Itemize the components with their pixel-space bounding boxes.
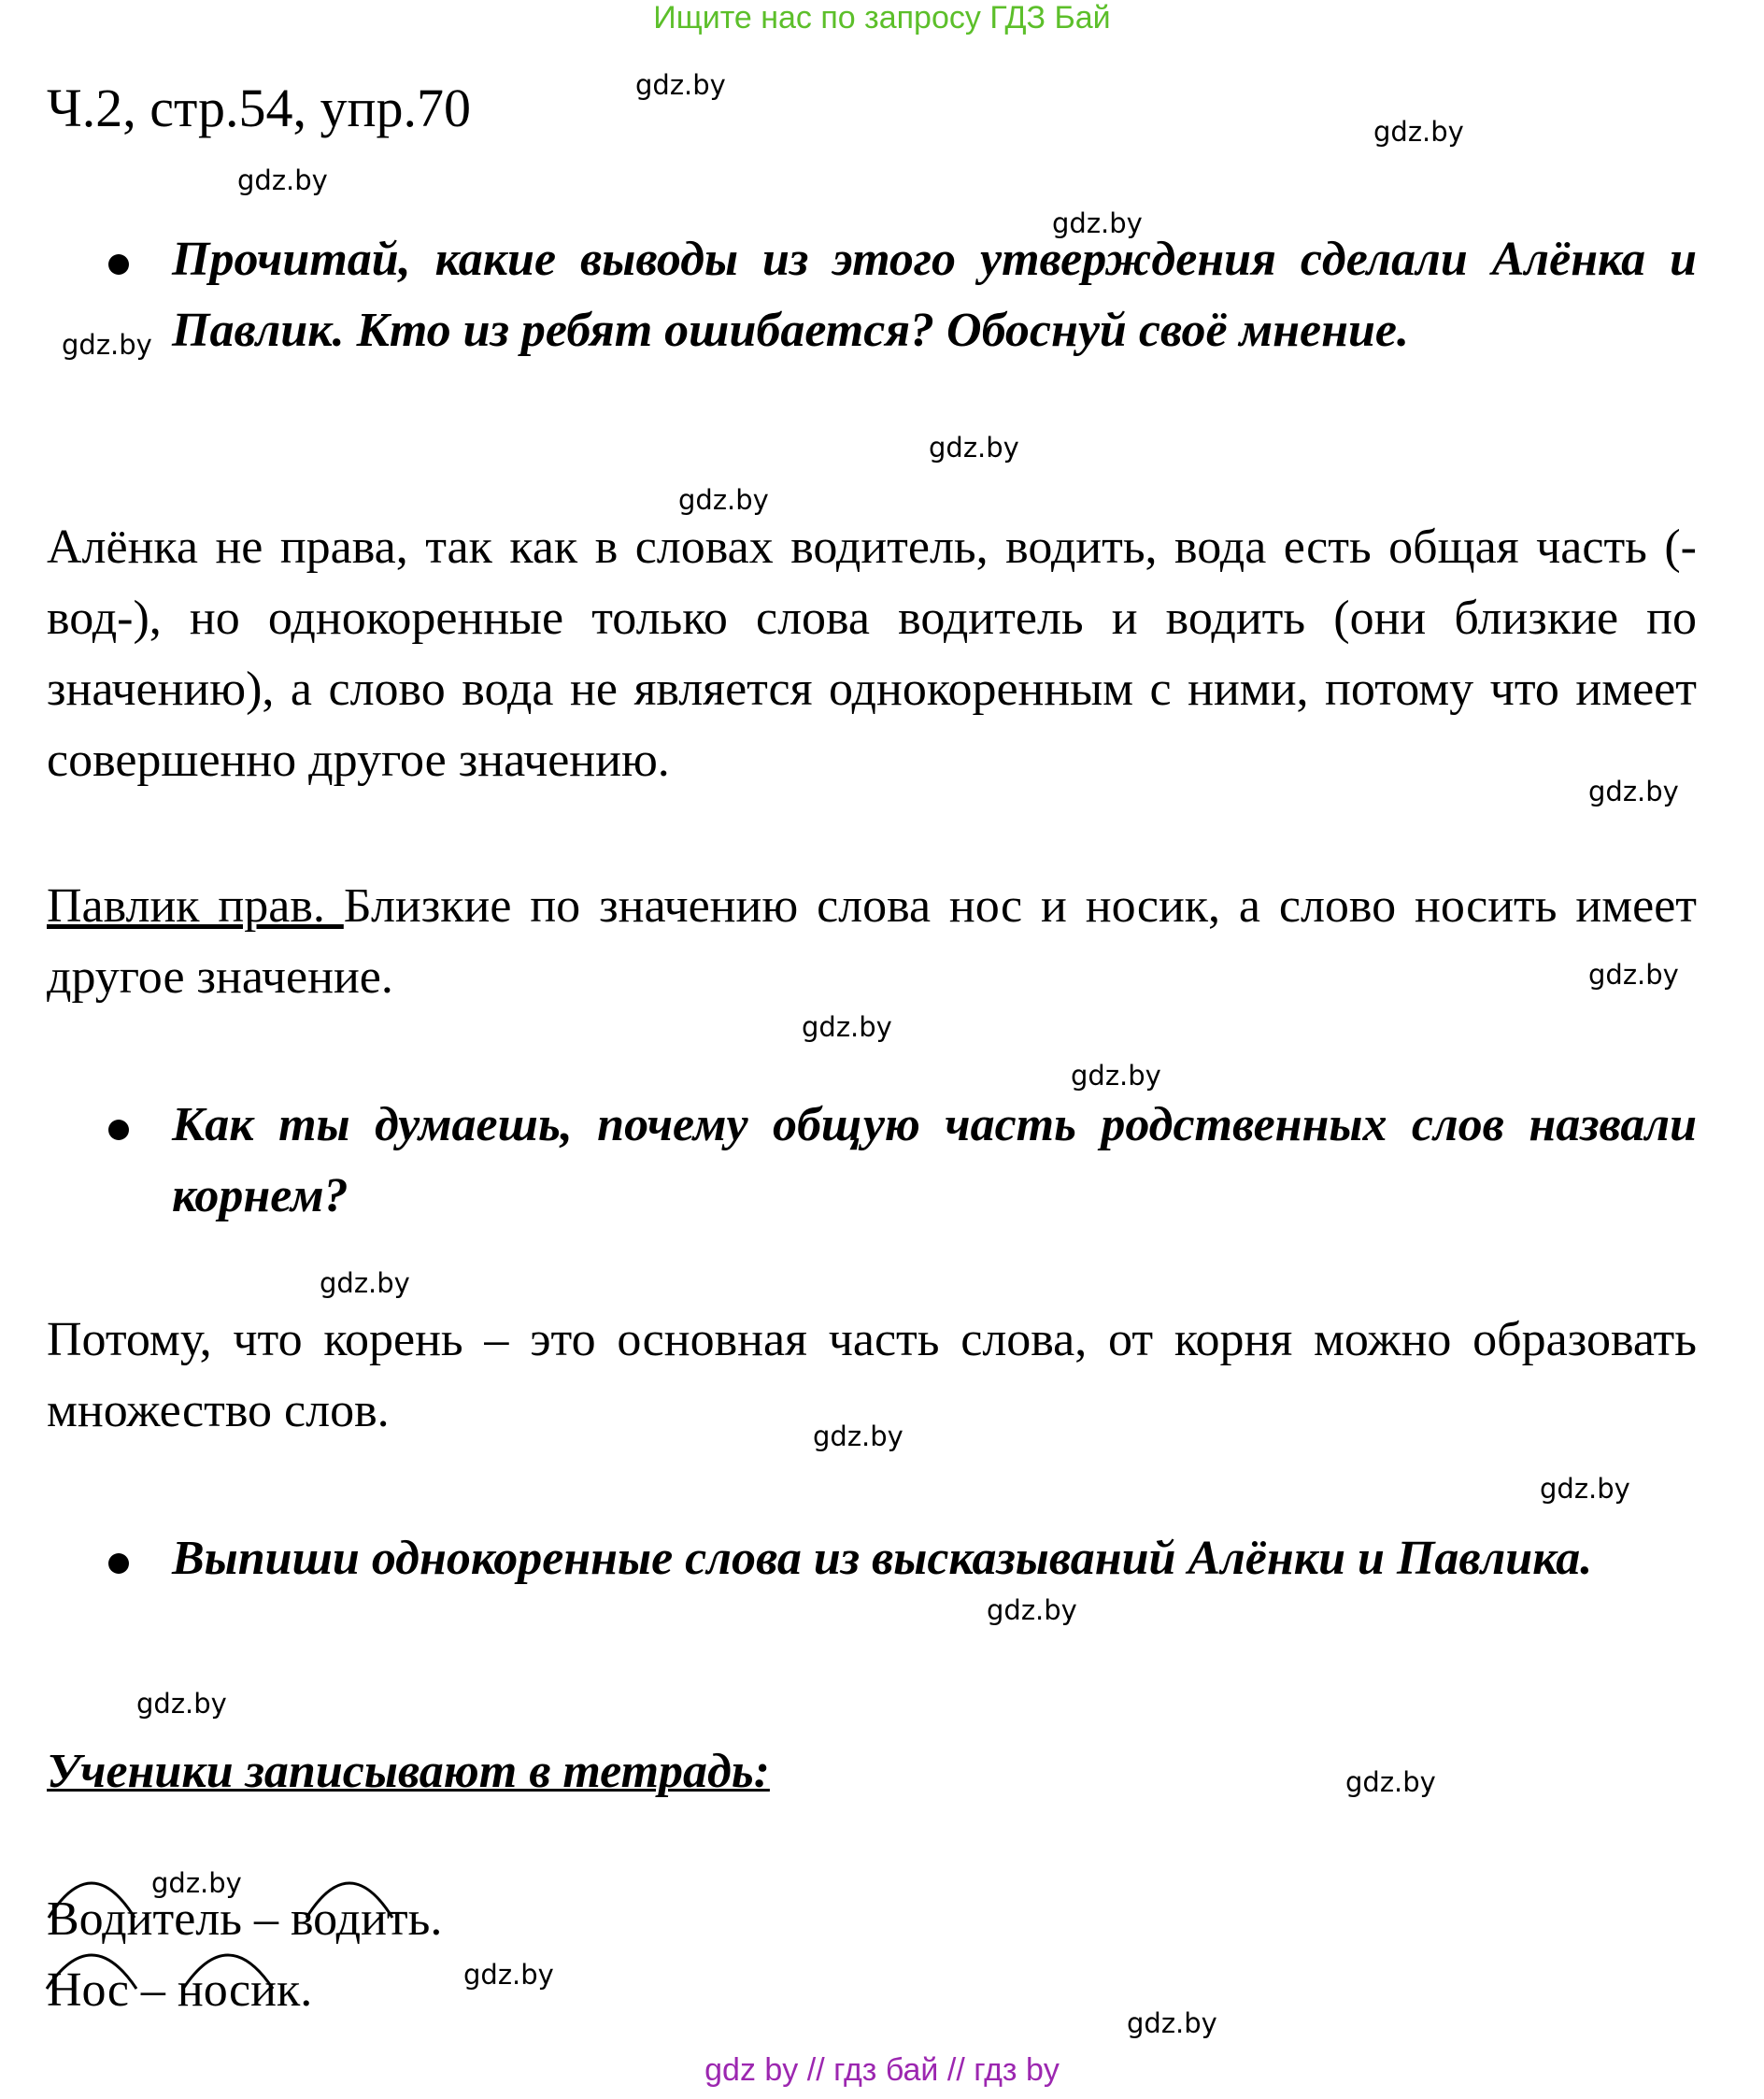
bottom-banner[interactable]: gdz by // гдз бай // гдз by <box>704 2052 1060 2088</box>
task-2-text: Как ты думаешь, почему общую часть родственных слов назвали корнем? <box>172 1098 1697 1222</box>
watermark: gdz.by <box>1345 1766 1436 1798</box>
answer-2-rest: Близкие по значению слова нос и носик, а слово носить имеет другое значение. <box>47 879 1697 1004</box>
watermark: gdz.by <box>1127 2007 1217 2039</box>
watermark: gdz.by <box>1052 207 1143 239</box>
task-3-text: Выпиши однокоренные слова из высказываний Алёнки и Павлика. <box>172 1532 1593 1585</box>
words-line-2: Нос – носик. <box>47 1963 313 2017</box>
watermark: gdz.by <box>678 484 769 516</box>
top-banner[interactable]: Ищите нас по запросу ГДЗ Бай <box>653 0 1111 36</box>
answer-3: Потому, что корень – это основная часть слова, от корня можно образовать множество слов. <box>47 1313 1697 1437</box>
watermark: gdz.by <box>929 432 1019 464</box>
task-1-text: Прочитай, какие выводы из этого утверждения сделали Алёнка и Павлик. Кто из ребят ошибается? Обоснуй своё мнение. <box>172 233 1697 357</box>
watermark: gdz.by <box>987 1594 1077 1626</box>
exercise-title: Ч.2, стр.54, упр.70 <box>47 78 472 138</box>
watermark: gdz.by <box>1071 1060 1161 1092</box>
watermark: gdz.by <box>237 164 328 196</box>
watermark: gdz.by <box>635 69 726 101</box>
answer-2-underlined: Павлик прав. <box>47 879 344 933</box>
task-3 <box>172 1523 1697 1594</box>
watermark: gdz.by <box>151 1867 242 1899</box>
watermark: gdz.by <box>136 1688 227 1720</box>
watermark: gdz.by <box>463 1959 554 1991</box>
watermark: gdz.by <box>1540 1473 1630 1505</box>
watermark: gdz.by <box>1373 116 1464 148</box>
root-arc-voditel <box>49 1883 135 1918</box>
words-line-1: Водитель – водить. <box>47 1892 443 1946</box>
notebook-heading: Ученики записывают в тетрадь: <box>47 1745 770 1798</box>
watermark: gdz.by <box>1588 959 1679 991</box>
watermark: gdz.by <box>813 1421 903 1452</box>
watermark: gdz.by <box>1588 776 1679 807</box>
watermark: gdz.by <box>62 329 152 361</box>
root-arc-nos <box>47 1955 136 1989</box>
root-arc-nosik <box>183 1955 273 1989</box>
answer-1: Алёнка не права, так как в словах водитель, водить, вода есть общая часть (-вод-), но однокоренные только слова водитель и водить (они близкие по значению), а слово вода не является однокоренным с ними, потому что имеет совершенно другое значению. <box>47 521 1697 787</box>
watermark: gdz.by <box>320 1267 410 1299</box>
root-arc-vodit <box>306 1883 392 1918</box>
watermark: gdz.by <box>802 1011 892 1043</box>
